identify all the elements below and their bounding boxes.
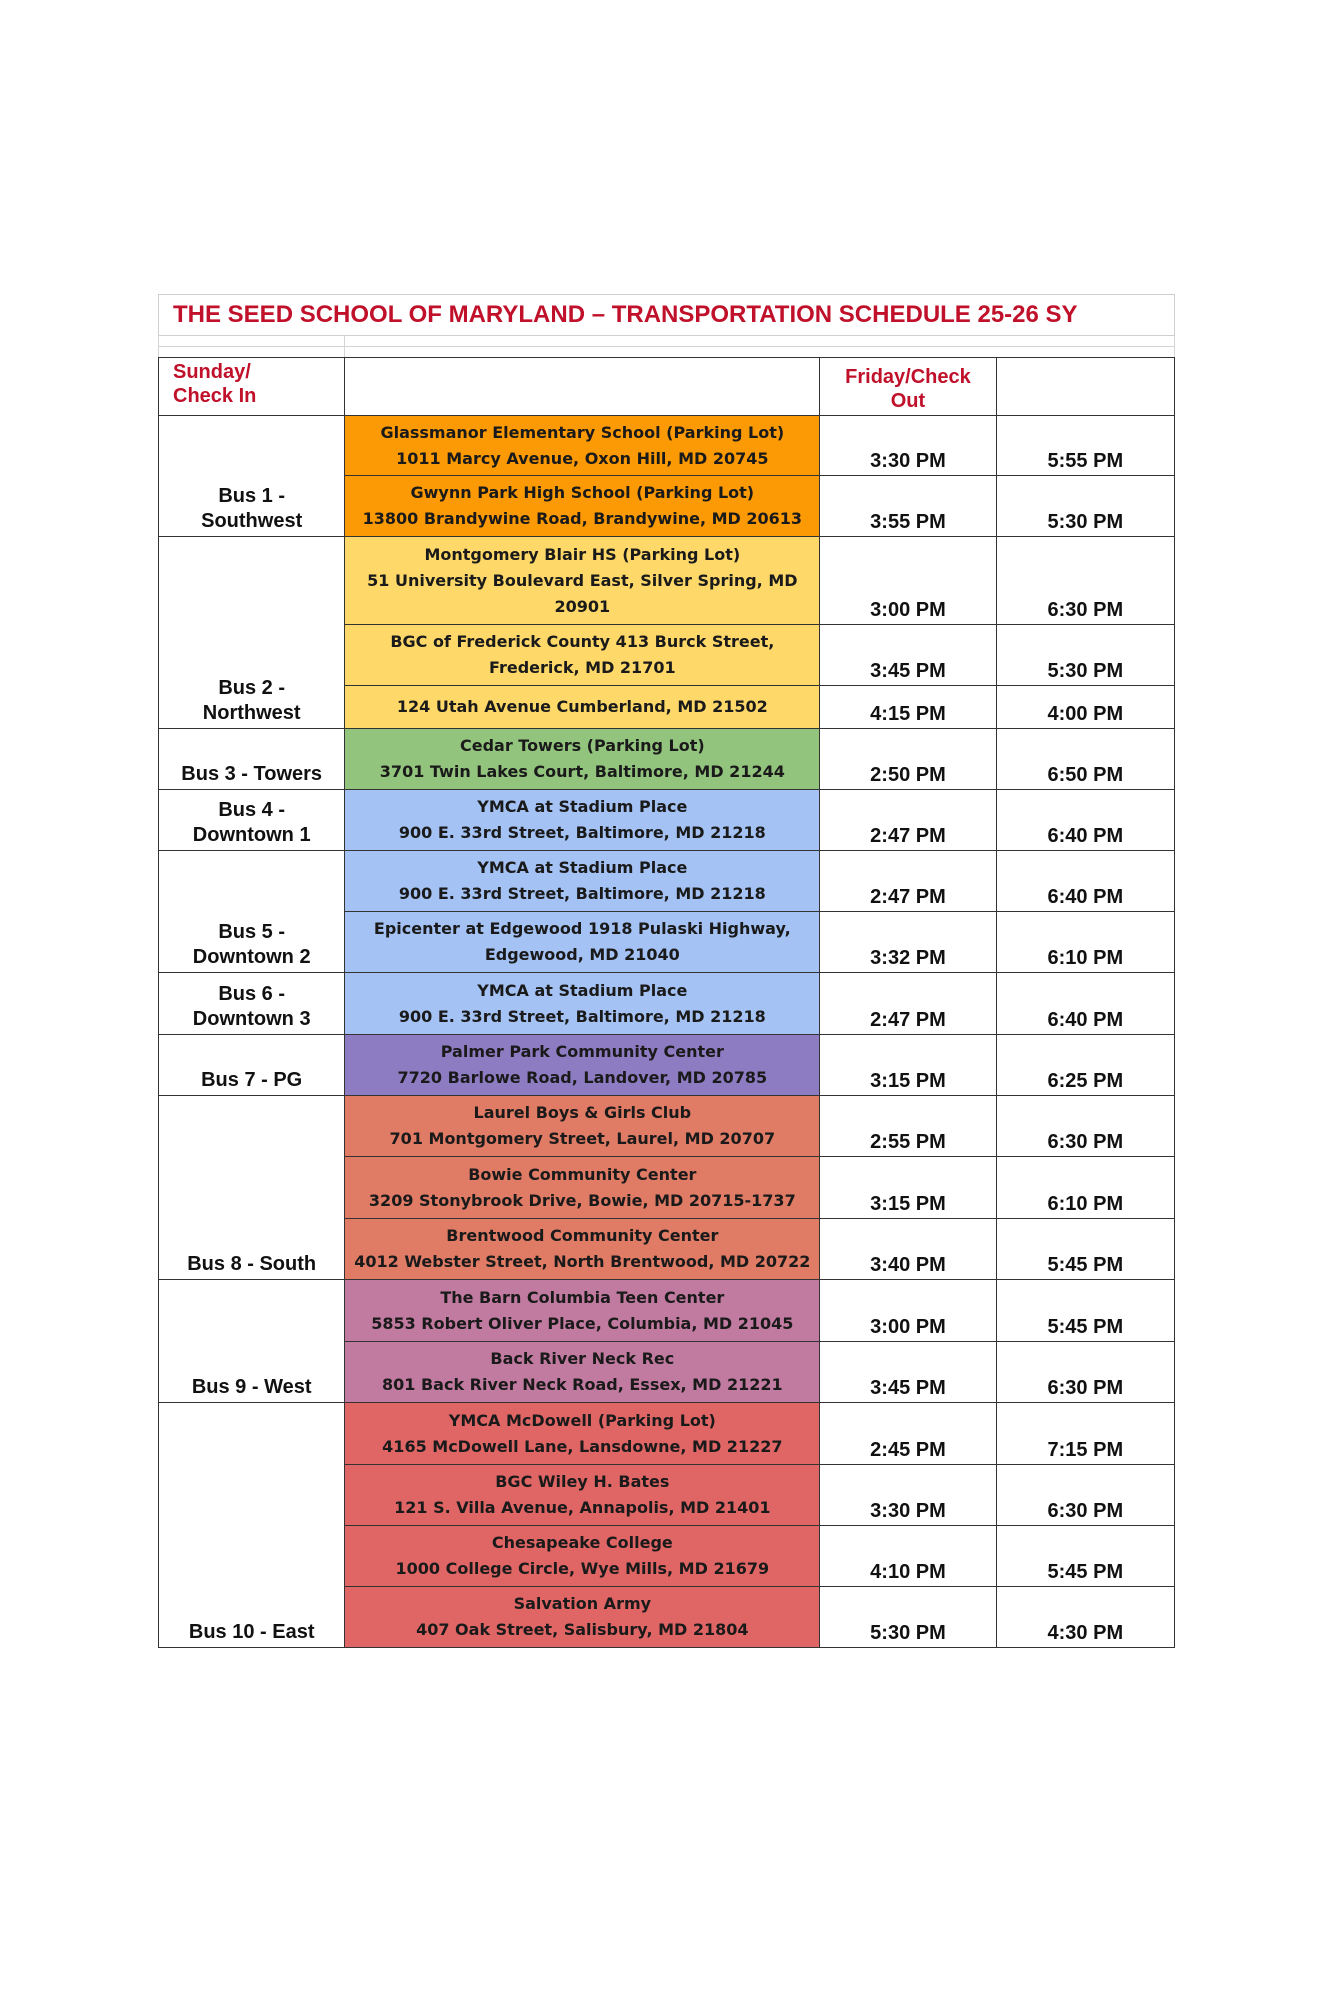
stop-line2: 801 Back River Neck Road, Essex, MD 21221 bbox=[382, 1375, 783, 1394]
bus-name-cell bbox=[159, 1403, 345, 1648]
second-time: 5:55 PM bbox=[996, 416, 1174, 476]
checkout-time: 3:15 PM bbox=[820, 1035, 996, 1096]
stop-line2: 13800 Brandywine Road, Brandywine, MD 20613 bbox=[362, 509, 803, 528]
stop-cell bbox=[345, 729, 820, 790]
stop-line2: 1011 Marcy Avenue, Oxon Hill, MD 20745 bbox=[396, 448, 769, 468]
stop-line1: BGC of Frederick County 413 Burck Street, bbox=[390, 632, 775, 651]
stop-line2: 701 Montgomery Street, Laurel, MD 20707 bbox=[389, 1129, 776, 1148]
stop-line2: 121 S. Villa Avenue, Annapolis, MD 21401 bbox=[394, 1498, 771, 1517]
checkin-header-line2: Check In bbox=[173, 385, 257, 407]
second-time: 5:45 PM bbox=[996, 1526, 1174, 1587]
stop-line2: Frederick, MD 21701 bbox=[489, 658, 676, 677]
stop-line1: YMCA at Stadium Place bbox=[477, 980, 688, 1000]
bus-name-line2: Southwest bbox=[201, 510, 303, 532]
stop-line1: YMCA at Stadium Place bbox=[477, 858, 688, 877]
stop-cell bbox=[345, 686, 820, 729]
stop-line2: 4012 Webster Street, North Brentwood, MD 20722 bbox=[354, 1252, 811, 1271]
stop-cell bbox=[345, 537, 820, 625]
stop-line1: YMCA McDowell (Parking Lot) bbox=[448, 1410, 716, 1430]
bus-name-line1: Bus 1 - bbox=[218, 485, 286, 507]
checkout-header bbox=[820, 358, 996, 416]
second-time: 6:30 PM bbox=[996, 1465, 1174, 1526]
table-row bbox=[159, 1403, 1175, 1465]
bus-name-line2: Northwest bbox=[202, 702, 301, 724]
table-row bbox=[159, 1035, 1175, 1096]
checkout-time: 3:15 PM bbox=[820, 1157, 996, 1219]
table-row bbox=[159, 1280, 1175, 1342]
stop-header-empty bbox=[345, 358, 820, 416]
stop-line2: 3701 Twin Lakes Court, Baltimore, MD 21244 bbox=[379, 762, 785, 781]
second-time: 5:45 PM bbox=[996, 1280, 1174, 1342]
stop-line2: 3209 Stonybrook Drive, Bowie, MD 20715-1737 bbox=[368, 1190, 796, 1210]
table-row bbox=[159, 1096, 1175, 1157]
stop-cell bbox=[345, 1157, 820, 1219]
divider bbox=[158, 336, 159, 357]
checkout-time: 3:00 PM bbox=[820, 537, 996, 625]
stop-line2: 51 University Boulevard East, Silver Spring, MD bbox=[367, 570, 798, 590]
bus-name-cell bbox=[159, 729, 345, 790]
stop-line2: 900 E. 33rd Street, Baltimore, MD 21218 bbox=[398, 823, 766, 842]
checkout-time: 3:30 PM bbox=[820, 1465, 996, 1526]
second-time: 5:45 PM bbox=[996, 1219, 1174, 1280]
stop-cell bbox=[345, 1280, 820, 1342]
time2-header-empty bbox=[996, 358, 1174, 416]
bus-name-cell bbox=[159, 1096, 345, 1280]
checkout-time: 2:47 PM bbox=[820, 973, 996, 1035]
stop-line1: 124 Utah Avenue Cumberland, MD 21502 bbox=[396, 697, 768, 716]
stop-cell bbox=[345, 1587, 820, 1648]
bus-name-line2: Downtown 2 bbox=[192, 946, 311, 968]
bus-name-cell bbox=[159, 1035, 345, 1096]
bus-name-line1: Bus 6 - bbox=[218, 983, 286, 1005]
divider bbox=[344, 336, 345, 357]
table-row bbox=[159, 729, 1175, 790]
bus-name-line1: Bus 7 - PG bbox=[201, 1069, 303, 1091]
stop-cell bbox=[345, 1465, 820, 1526]
checkin-header bbox=[159, 358, 345, 416]
bus-name-line2: Downtown 3 bbox=[192, 1008, 311, 1030]
bus-name-line1: Bus 3 - Towers bbox=[181, 763, 323, 785]
checkout-time: 3:00 PM bbox=[820, 1280, 996, 1342]
stop-line1: Epicenter at Edgewood 1918 Pulaski Highway, bbox=[373, 919, 791, 938]
stop-cell bbox=[345, 625, 820, 686]
stop-line2: 1000 College Circle, Wye Mills, MD 21679 bbox=[395, 1559, 770, 1578]
stop-cell bbox=[345, 1342, 820, 1403]
stop-line1: Palmer Park Community Center bbox=[440, 1042, 724, 1061]
checkout-header-line1: Friday/Check bbox=[845, 365, 971, 388]
bus-name-cell bbox=[159, 973, 345, 1035]
second-time: 6:10 PM bbox=[996, 912, 1174, 973]
stop-cell bbox=[345, 1403, 820, 1465]
bus-name-line1: Bus 9 - West bbox=[191, 1376, 312, 1398]
checkout-time: 3:55 PM bbox=[820, 476, 996, 537]
checkout-time: 2:55 PM bbox=[820, 1096, 996, 1157]
stop-line1: The Barn Columbia Teen Center bbox=[440, 1287, 725, 1307]
stop-cell bbox=[345, 912, 820, 973]
bus-name-cell bbox=[159, 790, 345, 851]
checkout-time: 3:30 PM bbox=[820, 416, 996, 476]
bus-name-cell bbox=[159, 416, 345, 537]
stop-cell bbox=[345, 851, 820, 912]
stop-line1: BGC Wiley H. Bates bbox=[495, 1472, 670, 1491]
stop-cell bbox=[345, 1219, 820, 1280]
stop-line1: Gwynn Park High School (Parking Lot) bbox=[410, 483, 755, 502]
checkout-time: 5:30 PM bbox=[820, 1587, 996, 1648]
stop-cell bbox=[345, 476, 820, 537]
spacer-row bbox=[158, 336, 1175, 357]
bus-name-line2: Downtown 1 bbox=[192, 824, 311, 846]
stop-line2: 407 Oak Street, Salisbury, MD 21804 bbox=[416, 1620, 749, 1639]
second-time: 6:40 PM bbox=[996, 973, 1174, 1035]
stop-line2: 900 E. 33rd Street, Baltimore, MD 21218 bbox=[398, 1006, 766, 1026]
stop-line1: Cedar Towers (Parking Lot) bbox=[459, 736, 705, 755]
bus-name-cell bbox=[159, 537, 345, 729]
checkin-header-line1: Sunday/ bbox=[173, 361, 251, 383]
stop-line1: Montgomery Blair HS (Parking Lot) bbox=[424, 544, 741, 564]
checkout-header-line2: Out bbox=[890, 389, 926, 412]
stop-cell bbox=[345, 1035, 820, 1096]
stop-line2: 7720 Barlowe Road, Landover, MD 20785 bbox=[397, 1068, 768, 1087]
schedule-title: THE SEED SCHOOL OF MARYLAND – TRANSPORTATION SCHEDULE 25-26 SY bbox=[158, 294, 1175, 336]
stop-cell bbox=[345, 1526, 820, 1587]
table-row bbox=[159, 790, 1175, 851]
checkout-time: 4:10 PM bbox=[820, 1526, 996, 1587]
stop-line1: Chesapeake College bbox=[491, 1533, 673, 1552]
second-time: 6:50 PM bbox=[996, 729, 1174, 790]
table-row bbox=[159, 973, 1175, 1035]
second-time: 6:40 PM bbox=[996, 851, 1174, 912]
checkout-time: 3:32 PM bbox=[820, 912, 996, 973]
checkout-time: 3:45 PM bbox=[820, 1342, 996, 1403]
schedule-table bbox=[158, 357, 1175, 1648]
second-time: 6:30 PM bbox=[996, 1096, 1174, 1157]
bus-name-line1: Bus 2 - bbox=[218, 677, 286, 699]
stop-cell bbox=[345, 416, 820, 476]
stop-line1: Brentwood Community Center bbox=[446, 1226, 719, 1245]
second-time: 4:30 PM bbox=[996, 1587, 1174, 1648]
bus-name-line1: Bus 10 - East bbox=[188, 1621, 315, 1643]
checkout-time: 2:50 PM bbox=[820, 729, 996, 790]
stop-line2: 4165 McDowell Lane, Lansdowne, MD 21227 bbox=[382, 1436, 783, 1456]
stop-line2: 5853 Robert Oliver Place, Columbia, MD 21045 bbox=[371, 1313, 794, 1333]
checkout-time: 3:45 PM bbox=[820, 625, 996, 686]
second-time: 6:25 PM bbox=[996, 1035, 1174, 1096]
stop-cell bbox=[345, 973, 820, 1035]
table-row bbox=[159, 851, 1175, 912]
stop-line3: 20901 bbox=[554, 596, 611, 616]
bus-name-line1: Bus 5 - bbox=[218, 921, 286, 943]
second-time: 5:30 PM bbox=[996, 476, 1174, 537]
second-time: 6:10 PM bbox=[996, 1157, 1174, 1219]
second-time: 7:15 PM bbox=[996, 1403, 1174, 1465]
stop-line1: Glassmanor Elementary School (Parking Lot) bbox=[380, 422, 785, 442]
stop-cell bbox=[345, 1096, 820, 1157]
stop-line1: Laurel Boys & Girls Club bbox=[473, 1103, 692, 1122]
stop-line1: YMCA at Stadium Place bbox=[477, 797, 688, 816]
stop-line1: Bowie Community Center bbox=[468, 1164, 697, 1184]
checkout-time: 4:15 PM bbox=[820, 686, 996, 729]
stop-line1: Back River Neck Rec bbox=[490, 1349, 675, 1368]
table-row bbox=[159, 416, 1175, 476]
stop-cell bbox=[345, 790, 820, 851]
bus-name-line1: Bus 4 - bbox=[218, 799, 286, 821]
bus-name-cell bbox=[159, 1280, 345, 1403]
header-row bbox=[159, 358, 1175, 416]
checkout-time: 2:47 PM bbox=[820, 851, 996, 912]
second-time: 5:30 PM bbox=[996, 625, 1174, 686]
second-time: 6:30 PM bbox=[996, 537, 1174, 625]
second-time: 6:30 PM bbox=[996, 1342, 1174, 1403]
second-time: 4:00 PM bbox=[996, 686, 1174, 729]
stop-line2: 900 E. 33rd Street, Baltimore, MD 21218 bbox=[398, 884, 766, 903]
stop-line1: Salvation Army bbox=[513, 1594, 652, 1613]
checkout-time: 3:40 PM bbox=[820, 1219, 996, 1280]
checkout-time: 2:45 PM bbox=[820, 1403, 996, 1465]
checkout-time: 2:47 PM bbox=[820, 790, 996, 851]
schedule-sheet bbox=[158, 294, 1175, 1648]
divider bbox=[1174, 336, 1175, 357]
table-row bbox=[159, 537, 1175, 625]
bus-name-line1: Bus 8 - South bbox=[187, 1253, 317, 1275]
stop-line2: Edgewood, MD 21040 bbox=[484, 945, 680, 964]
divider bbox=[158, 346, 1175, 347]
bus-name-cell bbox=[159, 851, 345, 973]
second-time: 6:40 PM bbox=[996, 790, 1174, 851]
